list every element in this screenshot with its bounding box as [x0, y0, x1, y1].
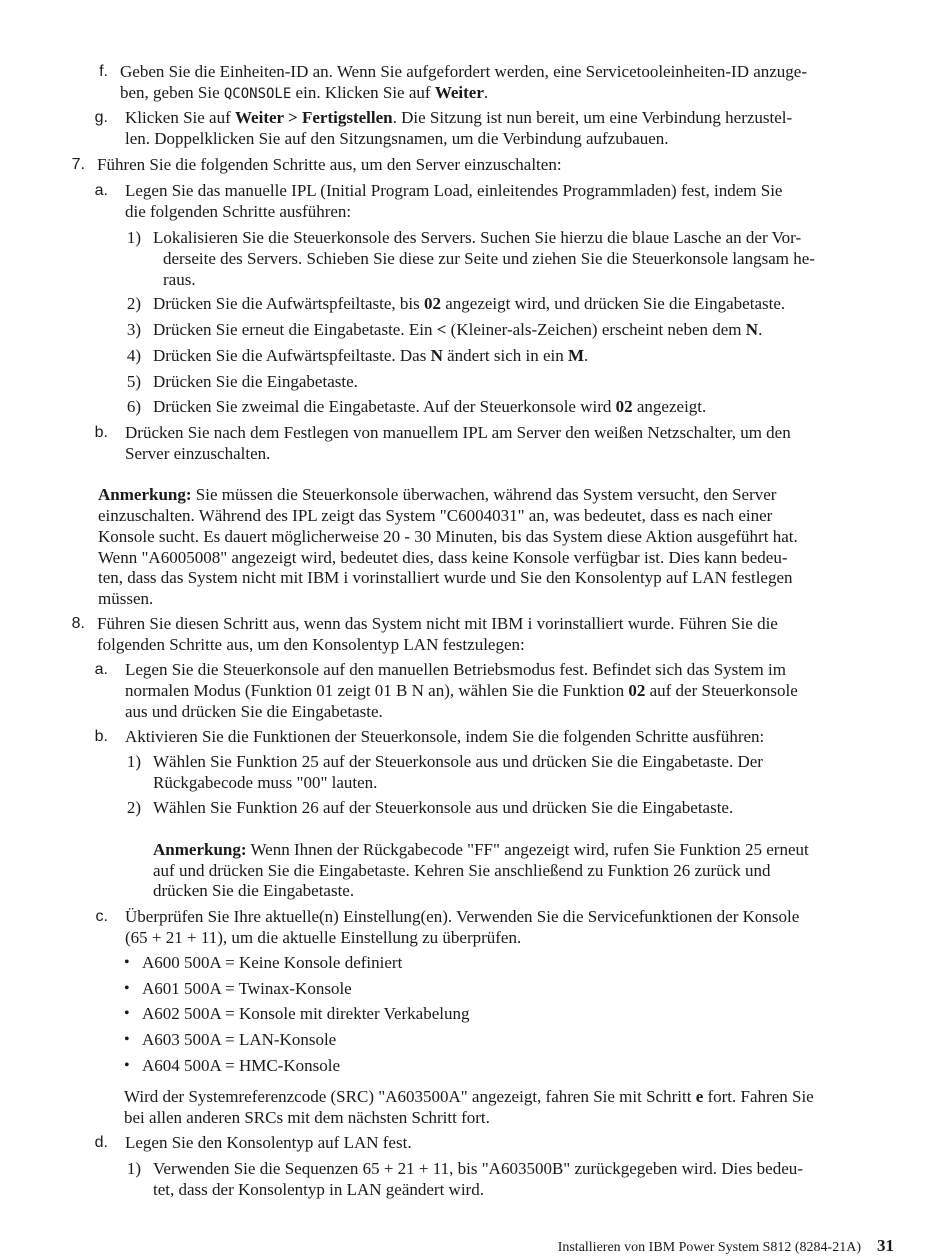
- substep-text: Rückgabecode muss "00" lauten.: [153, 773, 378, 792]
- footer-title: Installieren von IBM Power System S812 (8284-21A): [557, 1240, 861, 1255]
- substep-text: Drücken Sie die Aufwärtspfeiltaste, bis 02 angezeigt wird, und drücken Sie die Eingabetaste.: [153, 294, 786, 313]
- step-text: Führen Sie die folgenden Schritte aus, um den Server einzuschalten:: [97, 155, 562, 174]
- list-item-text: A603 500A = LAN-Konsole: [142, 1030, 337, 1049]
- step-marker: g.: [94, 109, 108, 126]
- substep-text: Wählen Sie Funktion 26 auf der Steuerkonsole aus und drücken Sie die Eingabetaste.: [153, 798, 734, 817]
- step-marker: d.: [94, 1134, 108, 1151]
- step-marker: b.: [94, 728, 108, 745]
- substep-text: tet, dass der Konsolentyp in LAN geändert wird.: [153, 1180, 484, 1199]
- note-text: ten, dass das System nicht mit IBM i vorinstalliert wurde und Sie den Konsolentyp auf LAN festlegen: [98, 568, 793, 587]
- page-footer: [0, 1237, 894, 1257]
- substep-marker: 4): [126, 346, 141, 365]
- substep-text: Wählen Sie Funktion 25 auf der Steuerkonsole aus und drücken Sie die Eingabetaste. Der: [153, 752, 763, 771]
- step-text: ben, geben Sie QCONSOLE ein. Klicken Sie auf Weiter.: [120, 83, 489, 102]
- step-text: Legen Sie den Konsolentyp auf LAN fest.: [125, 1133, 412, 1152]
- note-text: Anmerkung: Wenn Ihnen der Rückgabecode "FF" angezeigt wird, rufen Sie Funktion 25 erneut: [153, 840, 809, 859]
- substep-marker: 3): [126, 320, 141, 339]
- step-marker: c.: [95, 908, 108, 925]
- note-text: Wenn "A6005008" angezeigt wird, bedeutet dies, dass keine Konsole verfügbar ist. Dies kann bedeu-: [98, 548, 788, 567]
- step-text: Aktivieren Sie die Funktionen der Steuerkonsole, indem Sie die folgenden Schritte ausführen:: [125, 727, 765, 746]
- bullet-icon: •: [124, 954, 130, 971]
- step-text: Geben Sie die Einheiten-ID an. Wenn Sie aufgefordert werden, eine Servicetooleinheiten-ID anzuge-: [120, 62, 808, 81]
- step-number: 8.: [71, 615, 85, 632]
- note-text: Konsole sucht. Es dauert möglicherweise 20 - 30 Minuten, bis das System diese Aktion ausgeführt hat.: [98, 527, 798, 546]
- substep-text: Lokalisieren Sie die Steuerkonsole des Servers. Suchen Sie hierzu die blaue Lasche an der Vor-: [153, 228, 802, 247]
- substep-text: Verwenden Sie die Sequenzen 65 + 21 + 11, bis "A603500B" zurückgegeben wird. Dies bedeu-: [153, 1159, 803, 1178]
- step-number: 7.: [71, 156, 85, 173]
- substep-text: derseite des Servers. Schieben Sie diese zur Seite und ziehen Sie die Steuerkonsole langsam he-: [163, 249, 815, 268]
- step-text: aus und drücken Sie die Eingabetaste.: [125, 702, 383, 721]
- note-text: auf und drücken Sie die Eingabetaste. Kehren Sie anschließend zu Funktion 26 zurück und: [153, 861, 771, 880]
- list-item-text: A601 500A = Twinax-Konsole: [142, 979, 352, 998]
- step-text: len. Doppelklicken Sie auf den Sitzungsnamen, um die Verbindung aufzubauen.: [125, 129, 669, 148]
- bullet-icon: •: [124, 980, 130, 997]
- paragraph-text: bei allen anderen SRCs mit dem nächsten Schritt fort.: [124, 1108, 490, 1127]
- list-item-text: A600 500A = Keine Konsole definiert: [142, 953, 403, 972]
- note-label: Anmerkung:: [153, 840, 247, 859]
- note-text: einzuschalten. Während des IPL zeigt das System "C6004031" an, was bedeutet, dass es nach einer: [98, 506, 773, 525]
- substep-text: Drücken Sie die Aufwärtspfeiltaste. Das N ändert sich in ein M.: [153, 346, 589, 365]
- step-text: Klicken Sie auf Weiter > Fertigstellen. Die Sitzung ist nun bereit, um eine Verbindung herzustel-: [125, 108, 793, 127]
- substep-marker: 1): [126, 1159, 141, 1178]
- bullet-icon: •: [124, 1005, 130, 1022]
- step-marker: a.: [94, 182, 108, 199]
- step-text: Führen Sie diesen Schritt aus, wenn das System nicht mit IBM i vorinstalliert wurde. Führen Sie die: [97, 614, 778, 633]
- substep-marker: 1): [126, 228, 141, 247]
- step-text: (65 + 21 + 11), um die aktuelle Einstellung zu überprüfen.: [125, 928, 522, 947]
- list-item-text: A604 500A = HMC-Konsole: [142, 1056, 341, 1075]
- paragraph-text: Wird der Systemreferenzcode (SRC) "A603500A" angezeigt, fahren Sie mit Schritt e fort. Fahren Sie: [124, 1087, 814, 1106]
- bullet-icon: •: [124, 1057, 130, 1074]
- list-item-text: A602 500A = Konsole mit direkter Verkabelung: [142, 1004, 470, 1023]
- substep-marker: 2): [126, 798, 141, 817]
- substep-text: Drücken Sie zweimal die Eingabetaste. Auf der Steuerkonsole wird 02 angezeigt.: [153, 397, 707, 416]
- step-text: die folgenden Schritte ausführen:: [125, 202, 352, 221]
- note-text: müssen.: [98, 589, 154, 608]
- substep-marker: 1): [126, 752, 141, 771]
- substep-marker: 2): [126, 294, 141, 313]
- substep-marker: 5): [126, 372, 141, 391]
- substep-text: Drücken Sie erneut die Eingabetaste. Ein < (Kleiner-als-Zeichen) erscheint neben dem N.: [153, 320, 763, 339]
- step-text: Legen Sie die Steuerkonsole auf den manuellen Betriebsmodus fest. Befindet sich das System im: [125, 660, 786, 679]
- substep-text: raus.: [163, 270, 196, 289]
- step-text: Überprüfen Sie Ihre aktuelle(n) Einstellung(en). Verwenden Sie die Servicefunktionen der Konsole: [125, 907, 800, 926]
- step-text: Drücken Sie nach dem Festlegen von manuellem IPL am Server den weißen Netzschalter, um den: [125, 423, 791, 442]
- step-text: folgenden Schritte aus, um den Konsolentyp LAN festzulegen:: [97, 635, 525, 654]
- step-marker: a.: [94, 661, 108, 678]
- substep-marker: 6): [126, 397, 141, 416]
- step-marker: b.: [94, 424, 108, 441]
- step-text: normalen Modus (Funktion 01 zeigt 01 B N an), wählen Sie die Funktion 02 auf der Steuerkonsole: [125, 681, 798, 700]
- step-text: Server einzuschalten.: [125, 444, 271, 463]
- substep-text: Drücken Sie die Eingabetaste.: [153, 372, 358, 391]
- note-text: Anmerkung: Sie müssen die Steuerkonsole überwachen, während das System versucht, den Server: [98, 485, 777, 504]
- step-text: Legen Sie das manuelle IPL (Initial Program Load, einleitendes Programmladen) fest, indem Sie: [125, 181, 783, 200]
- note-text: drücken Sie die Eingabetaste.: [153, 881, 355, 900]
- page-number: 31: [877, 1236, 894, 1255]
- code-text: QCONSOLE: [223, 86, 292, 102]
- note-label: Anmerkung:: [98, 485, 192, 504]
- step-marker: f.: [99, 63, 108, 80]
- bullet-icon: •: [124, 1031, 130, 1048]
